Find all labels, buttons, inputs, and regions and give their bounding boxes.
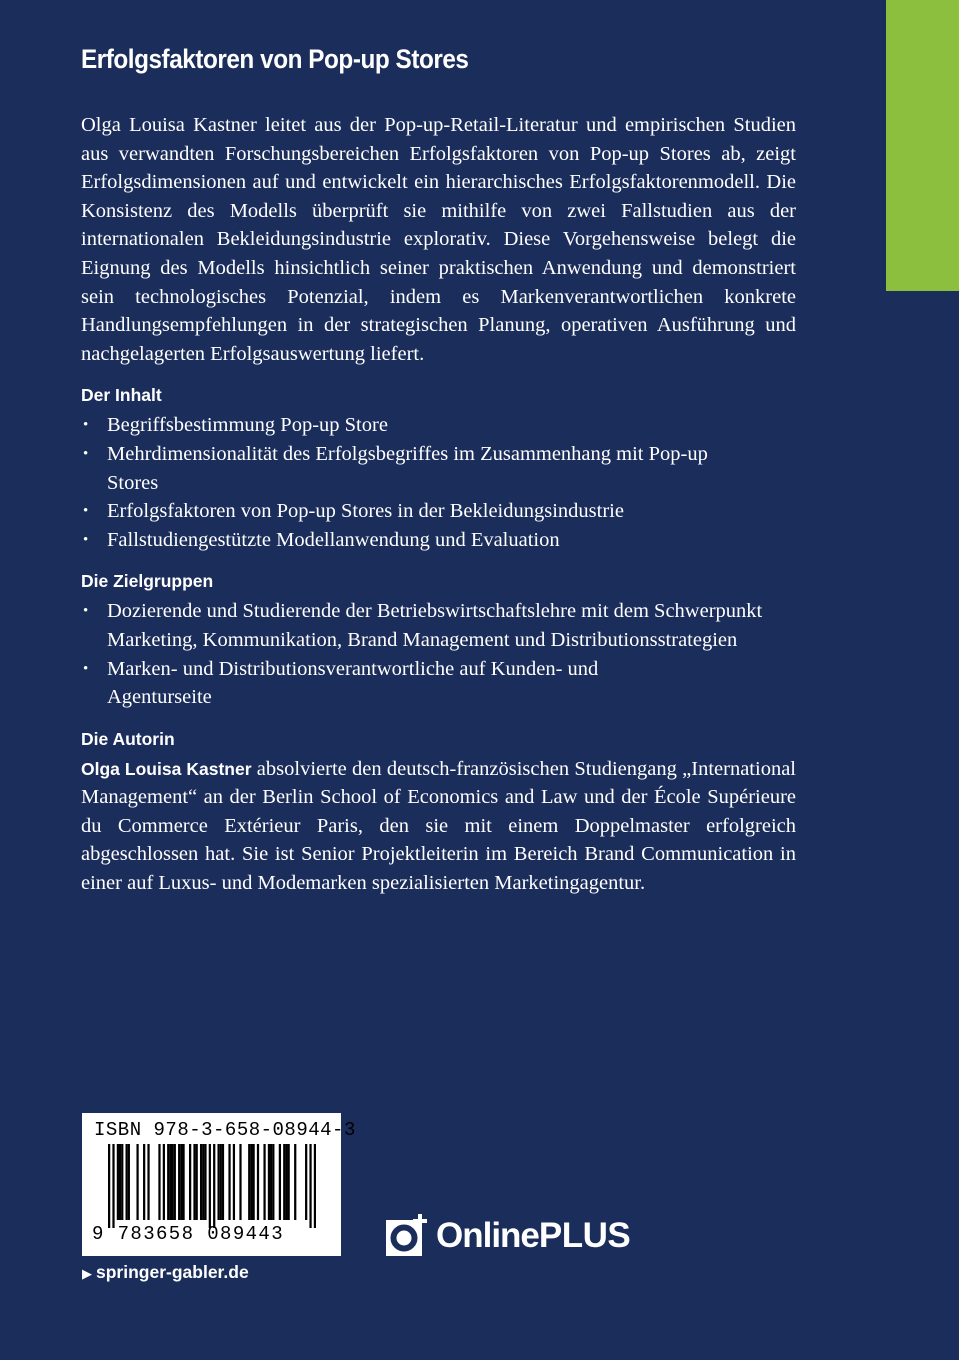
list-item: • Fallstudiengestützte Modellanwendung und Evaluation (81, 526, 796, 555)
barcode-bar (121, 1144, 123, 1220)
barcode-bar (279, 1144, 281, 1220)
barcode-bar (126, 1144, 128, 1220)
accent-strip (886, 0, 959, 291)
intro-paragraph: Olga Louisa Kastner leitet aus der Pop-up-Retail-Literatur und empirischen Studien aus verwandten Forschungsbereichen Erfolgsfaktoren von Pop-up Stores ab, zeigt Erfolgsdimensionen auf und entwickelt ein hierarchisches Erfolgsfaktorenmodell. Die Konsistenz des Modells überprüft sie mithilfe von zwei Fallstudien aus der internationalen Bekleidungsindustrie explorativ. Diese Vorgehensweise belegt die Eignung des Modells hinsichtlich seiner praktischen Anwendung und demonstriert sein technologisches Potenzial, indem es Markenverantwortlichen konkrete Handlungsempfehlungen in der strategischen Planung, operativen Ausführung und nachgelagerten Erfolgsauswertung liefert. (81, 114, 796, 365)
publisher-link[interactable] (82, 1262, 249, 1283)
list-item: • Marken- und Distributionsverantwortliche auf Kunden- und Agenturseite (81, 655, 796, 712)
barcode-bar (169, 1144, 171, 1220)
contents-heading: Der Inhalt (81, 385, 162, 406)
barcode-bar (128, 1144, 130, 1220)
barcode-bar (178, 1144, 180, 1220)
barcode-bar (270, 1144, 272, 1220)
online-word: Online (436, 1216, 539, 1255)
list-item: • Dozierende und Studierende der Betriebswirtschaftslehre mit dem Schwerpunkt Marketing, Kommunikation, Brand Management und Distributionsstrategien (81, 597, 796, 654)
barcode-bar (213, 1144, 215, 1228)
audience-list (81, 597, 796, 711)
barcode-bar (119, 1144, 121, 1220)
barcode-bar (305, 1144, 307, 1220)
barcode-bar (209, 1144, 211, 1228)
author-heading: Die Autorin (81, 728, 175, 749)
barcode-bar (288, 1144, 290, 1220)
barcode-bar (204, 1144, 206, 1220)
barcode-bar (268, 1144, 270, 1220)
author-bio: absolvierte den deutsch-französischen Studiengang „International Management“ an der Berlin School of Economics and Law und der École Supérieure du Commerce Extérieur Paris, den sie mit einem Doppelmaster erfolgreich abgeschlossen hat. Sie ist Senior Projektleiterin im Bereich Brand Communication in einer auf Luxus- und Modemarken spezialisierten Marketingagentur. (81, 757, 796, 895)
list-item: • Mehrdimensionalität des Erfolgsbegriffes im Zusammenhang mit Pop-up Stores (81, 440, 796, 497)
back-cover-text (81, 44, 796, 898)
online-plus-logo (386, 1214, 630, 1258)
list-item: • Begriffsbestimmung Pop-up Store (81, 411, 796, 440)
barcode-bar (239, 1144, 241, 1220)
barcode-bar (163, 1144, 165, 1220)
barcode-bar (285, 1144, 287, 1220)
barcode-bar (253, 1144, 255, 1220)
barcode-bar (158, 1144, 160, 1220)
barcode-bar (263, 1144, 265, 1220)
barcode-bar (196, 1144, 198, 1220)
barcode-bar (272, 1144, 274, 1220)
barcode-bar (193, 1144, 195, 1220)
barcode-bar (283, 1144, 285, 1220)
barcode-bar (228, 1144, 230, 1220)
barcode-bar (217, 1144, 219, 1220)
o-plus-logo-icon (386, 1214, 430, 1258)
barcode-bar (233, 1144, 235, 1220)
plus-word: PLUS (538, 1216, 631, 1255)
barcode-bar (309, 1144, 311, 1228)
barcode-bar (202, 1144, 204, 1220)
barcode-bar (314, 1144, 316, 1228)
author-name: Olga Louisa Kastner (81, 758, 252, 779)
barcode-bar (136, 1144, 138, 1220)
barcode-bar (257, 1144, 259, 1220)
barcode-bar (182, 1144, 184, 1220)
barcode-bar (143, 1144, 145, 1220)
barcode-bar (250, 1144, 252, 1220)
barcode-bar (200, 1144, 202, 1220)
barcode-bar (248, 1144, 250, 1220)
barcode-bar (180, 1144, 182, 1220)
contents-list (81, 411, 796, 554)
barcode-bar (189, 1144, 191, 1220)
barcode-bar (294, 1144, 296, 1220)
barcode-bar (112, 1144, 114, 1228)
barcode-bar (174, 1144, 176, 1220)
barcode-bar (222, 1144, 224, 1220)
author-paragraph (81, 755, 796, 898)
audience-heading: Die Zielgruppen (81, 571, 214, 592)
play-triangle-icon: ▶ (82, 1266, 92, 1281)
barcode-bar (171, 1144, 173, 1220)
isbn-barcode (82, 1113, 356, 1256)
book-title: Erfolgsfaktoren von Pop-up Stores (81, 44, 469, 74)
list-item: • Erfolgsfaktoren von Pop-up Stores in der Bekleidungsindustrie (81, 497, 796, 526)
barcode-bar (167, 1144, 169, 1220)
isbn-label: ISBN 978-3-658-08944-3 (94, 1119, 356, 1141)
ean-digits: 9 783658 089443 (92, 1223, 285, 1245)
barcode-bars (108, 1144, 316, 1228)
barcode-bar (220, 1144, 222, 1220)
barcode-bar (117, 1144, 119, 1220)
barcode-bar (147, 1144, 149, 1220)
publisher-url: springer-gabler.de (96, 1262, 249, 1282)
barcode-bar (108, 1144, 110, 1228)
